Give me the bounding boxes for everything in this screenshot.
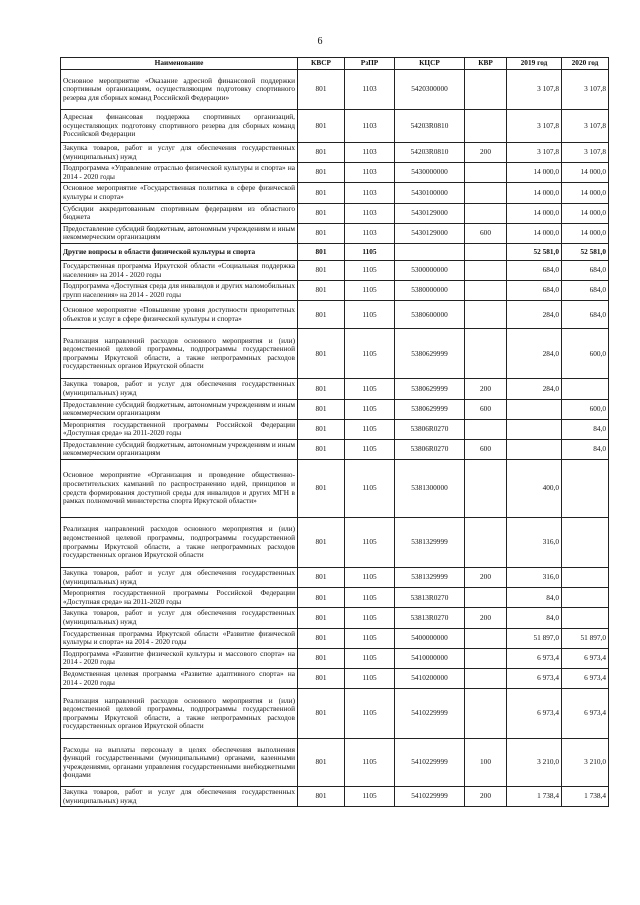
row-kvr-cell: 600 <box>465 399 507 419</box>
column-header-2019: 2019 год <box>507 58 562 70</box>
row-kvr-cell <box>465 203 507 223</box>
row-2019-value: 14 000,0 <box>507 163 562 183</box>
row-2019-value: 3 210,0 <box>507 739 562 787</box>
row-kcsr-cell: 5410000000 <box>395 648 465 668</box>
budget-table <box>60 57 609 807</box>
row-name-cell: Реализация направлений расходов основного мероприятия и (или) ведомственной целевой программы, подпрограммы государственной программы Иркутской области, а также непрограммных расходов государственных органов Иркутской области <box>61 689 298 739</box>
row-kvsr-cell: 801 <box>298 518 345 568</box>
row-rzpr-cell: 1105 <box>345 419 395 439</box>
row-name-cell: Предоставление субсидий бюджетным, автономным учреждениям и иным некоммерческим организациям <box>61 439 298 459</box>
row-2019-value: 284,0 <box>507 329 562 379</box>
row-name-cell: Основное мероприятие «Повышение уровня доступности приоритетных объектов и услуг в сфере физической культуры и спорта» <box>61 301 298 329</box>
row-kvr-cell <box>465 419 507 439</box>
row-rzpr-cell: 1105 <box>345 243 395 260</box>
row-2019-value: 3 107,8 <box>507 110 562 143</box>
row-name-cell: Подпрограмма «Управление отраслью физической культуры и спорта» на 2014 - 2020 годы <box>61 163 298 183</box>
row-2020-value: 14 000,0 <box>562 203 609 223</box>
row-kcsr-cell: 5381329999 <box>395 518 465 568</box>
row-2020-value <box>562 518 609 568</box>
row-kvsr-cell: 801 <box>298 739 345 787</box>
row-2020-value: 6 973,4 <box>562 669 609 689</box>
row-2019-value: 14 000,0 <box>507 203 562 223</box>
row-name-cell: Расходы на выплаты персоналу в целях обеспечения выполнения функций государственными (муниципальными) органами, казенными учреждениями, органами управления государственными внебюджетными фондами <box>61 739 298 787</box>
column-header-2020: 2020 год <box>562 58 609 70</box>
table-row <box>61 110 609 143</box>
row-kvr-cell <box>465 689 507 739</box>
row-rzpr-cell: 1105 <box>345 588 395 608</box>
row-rzpr-cell: 1105 <box>345 439 395 459</box>
row-2019-value: 1 738,4 <box>507 787 562 807</box>
row-2019-value: 84,0 <box>507 588 562 608</box>
row-rzpr-cell: 1105 <box>345 518 395 568</box>
row-2019-value: 6 973,4 <box>507 648 562 668</box>
table-row <box>61 439 609 459</box>
row-name-cell: Предоставление субсидий бюджетным, автономным учреждениям и иным некоммерческим организациям <box>61 223 298 243</box>
row-kvsr-cell: 801 <box>298 223 345 243</box>
row-2020-value: 3 210,0 <box>562 739 609 787</box>
table-row <box>61 183 609 203</box>
row-kcsr-cell: 5410229999 <box>395 787 465 807</box>
row-kvr-cell <box>465 329 507 379</box>
row-name-cell: Основное мероприятие «Организация и проведение общественно-просветительских кампаний по распространению идей, принципов и средств формирования доступной среды для инвалидов и других МГН в рамках полномочий министерства спорта Иркутской области» <box>61 460 298 518</box>
row-kvsr-cell: 801 <box>298 648 345 668</box>
row-kvr-cell <box>465 110 507 143</box>
row-2019-value: 14 000,0 <box>507 183 562 203</box>
row-kvsr-cell: 801 <box>298 628 345 648</box>
page-number: 6 <box>317 36 323 47</box>
row-name-cell: Закупка товаров, работ и услуг для обеспечения государственных (муниципальных) нужд <box>61 608 298 628</box>
row-2019-value <box>507 419 562 439</box>
row-kcsr-cell: 5410229999 <box>395 739 465 787</box>
row-kvr-cell <box>465 183 507 203</box>
row-name-cell: Подпрограмма «Доступная среда для инвалидов и других маломобильных групп населения» на 2014 - 2020 годы <box>61 281 298 301</box>
row-name-cell: Реализация направлений расходов основного мероприятия и (или) ведомственной целевой программы, подпрограммы государственной программы Иркутской области, а также непрограммных расходов государственных органов Иркутской области <box>61 518 298 568</box>
row-kvr-cell <box>465 260 507 280</box>
row-name-cell: Реализация направлений расходов основного мероприятия и (или) ведомственной целевой программы, подпрограммы государственной программы Иркутской области, а также непрограммных расходов государственных органов Иркутской области <box>61 329 298 379</box>
row-name-cell: Закупка товаров, работ и услуг для обеспечения государственных (муниципальных) нужд <box>61 379 298 399</box>
table-row <box>61 689 609 739</box>
row-2020-value: 84,0 <box>562 419 609 439</box>
row-2019-value: 3 107,8 <box>507 70 562 110</box>
row-kcsr-cell: 5410200000 <box>395 669 465 689</box>
row-kcsr-cell: 5300000000 <box>395 260 465 280</box>
row-rzpr-cell: 1103 <box>345 203 395 223</box>
row-kvsr-cell: 801 <box>298 568 345 588</box>
row-kcsr-cell: 53813R0270 <box>395 588 465 608</box>
row-2020-value: 14 000,0 <box>562 163 609 183</box>
row-rzpr-cell: 1105 <box>345 281 395 301</box>
row-kvr-cell <box>465 460 507 518</box>
column-header-kcsr: КЦСР <box>395 58 465 70</box>
row-kcsr-cell: 5381329999 <box>395 568 465 588</box>
row-kvsr-cell: 801 <box>298 689 345 739</box>
row-rzpr-cell: 1105 <box>345 608 395 628</box>
row-2020-value: 1 738,4 <box>562 787 609 807</box>
row-kvsr-cell: 801 <box>298 439 345 459</box>
row-kcsr-cell: 5380629999 <box>395 399 465 419</box>
row-kcsr-cell: 5410229999 <box>395 689 465 739</box>
table-row <box>61 70 609 110</box>
row-kvsr-cell: 801 <box>298 143 345 163</box>
row-kvsr-cell: 801 <box>298 301 345 329</box>
row-name-cell: Предоставление субсидий бюджетным, автономным учреждениям и иным некоммерческим организациям <box>61 399 298 419</box>
row-2019-value <box>507 399 562 419</box>
row-rzpr-cell: 1103 <box>345 110 395 143</box>
table-row <box>61 648 609 668</box>
table-row <box>61 588 609 608</box>
row-2019-value: 316,0 <box>507 518 562 568</box>
table-row <box>61 143 609 163</box>
row-2019-value: 684,0 <box>507 281 562 301</box>
row-kcsr-cell: 5381300000 <box>395 460 465 518</box>
row-kcsr-cell: 53806R0270 <box>395 419 465 439</box>
row-kvsr-cell: 801 <box>298 608 345 628</box>
row-kvsr-cell: 801 <box>298 669 345 689</box>
row-kvr-cell: 600 <box>465 439 507 459</box>
row-kvsr-cell: 801 <box>298 281 345 301</box>
row-rzpr-cell: 1105 <box>345 379 395 399</box>
row-name-cell: Основное мероприятие «Государственная политика в сфере физической культуры и спорта» <box>61 183 298 203</box>
row-rzpr-cell: 1105 <box>345 399 395 419</box>
row-2020-value: 14 000,0 <box>562 183 609 203</box>
row-rzpr-cell: 1105 <box>345 301 395 329</box>
table-row <box>61 163 609 183</box>
row-rzpr-cell: 1105 <box>345 628 395 648</box>
table-header-row <box>61 58 609 70</box>
row-2020-value: 6 973,4 <box>562 689 609 739</box>
row-kvsr-cell: 801 <box>298 260 345 280</box>
row-kvr-cell <box>465 301 507 329</box>
row-kcsr-cell: 5400000000 <box>395 628 465 648</box>
row-kcsr-cell: 54203R0810 <box>395 110 465 143</box>
row-2020-value: 14 000,0 <box>562 223 609 243</box>
table-row <box>61 787 609 807</box>
table-row <box>61 460 609 518</box>
row-name-cell: Государственная программа Иркутской области «Развитие физической культуры и спорта» на 2014 - 2020 годы <box>61 628 298 648</box>
row-2019-value: 284,0 <box>507 379 562 399</box>
row-rzpr-cell: 1105 <box>345 329 395 379</box>
row-kvsr-cell: 801 <box>298 379 345 399</box>
row-2020-value: 3 107,8 <box>562 70 609 110</box>
row-2020-value <box>562 379 609 399</box>
row-rzpr-cell: 1105 <box>345 787 395 807</box>
row-name-cell: Субсидии аккредитованным спортивным федерациям из областного бюджета <box>61 203 298 223</box>
table-row <box>61 669 609 689</box>
row-2019-value: 6 973,4 <box>507 689 562 739</box>
row-2019-value: 84,0 <box>507 608 562 628</box>
row-kcsr-cell: 5430100000 <box>395 183 465 203</box>
row-kvsr-cell: 801 <box>298 110 345 143</box>
row-kcsr-cell: 54203R0810 <box>395 143 465 163</box>
row-2020-value <box>562 608 609 628</box>
table-row <box>61 628 609 648</box>
row-2019-value: 14 000,0 <box>507 223 562 243</box>
row-rzpr-cell: 1105 <box>345 260 395 280</box>
row-2020-value: 6 973,4 <box>562 648 609 668</box>
row-2019-value: 684,0 <box>507 260 562 280</box>
row-2020-value: 3 107,8 <box>562 110 609 143</box>
row-kvsr-cell: 801 <box>298 588 345 608</box>
row-kcsr-cell: 5430000000 <box>395 163 465 183</box>
column-header-kvr: КВР <box>465 58 507 70</box>
table-row <box>61 329 609 379</box>
row-kvsr-cell: 801 <box>298 243 345 260</box>
row-kvr-cell: 200 <box>465 143 507 163</box>
row-kvr-cell <box>465 243 507 260</box>
table-row <box>61 399 609 419</box>
row-kcsr-cell: 5430129000 <box>395 223 465 243</box>
row-name-cell: Закупка товаров, работ и услуг для обеспечения государственных (муниципальных) нужд <box>61 787 298 807</box>
row-2020-value: 684,0 <box>562 301 609 329</box>
row-2020-value: 684,0 <box>562 260 609 280</box>
row-2020-value: 52 581,0 <box>562 243 609 260</box>
row-kvsr-cell: 801 <box>298 203 345 223</box>
row-kcsr-cell: 5380629999 <box>395 379 465 399</box>
row-2020-value <box>562 460 609 518</box>
row-rzpr-cell: 1105 <box>345 648 395 668</box>
row-kcsr-cell: 5420300000 <box>395 70 465 110</box>
row-kvr-cell: 600 <box>465 223 507 243</box>
table-row <box>61 260 609 280</box>
row-rzpr-cell: 1105 <box>345 689 395 739</box>
row-kvr-cell: 200 <box>465 379 507 399</box>
row-kvr-cell <box>465 669 507 689</box>
table-row <box>61 203 609 223</box>
row-kcsr-cell: 53806R0270 <box>395 439 465 459</box>
row-rzpr-cell: 1105 <box>345 739 395 787</box>
row-kvsr-cell: 801 <box>298 163 345 183</box>
column-header-rzpr: РзПР <box>345 58 395 70</box>
column-header-kvsr: КВСР <box>298 58 345 70</box>
column-header-name: Наименование <box>61 58 298 70</box>
row-kvr-cell <box>465 588 507 608</box>
row-2020-value <box>562 568 609 588</box>
row-kcsr-cell: 5380629999 <box>395 329 465 379</box>
row-rzpr-cell: 1103 <box>345 143 395 163</box>
table-row <box>61 739 609 787</box>
row-kvr-cell <box>465 70 507 110</box>
row-2020-value: 3 107,8 <box>562 143 609 163</box>
row-kcsr-cell: 5380600000 <box>395 301 465 329</box>
table-row <box>61 281 609 301</box>
row-rzpr-cell: 1103 <box>345 223 395 243</box>
row-kvr-cell <box>465 628 507 648</box>
row-kvr-cell <box>465 518 507 568</box>
row-name-cell: Основное мероприятие «Оказание адресной финансовой поддержки спортивным организациям, осуществляющим подготовку спортивного резерва для сборных команд Российской Федерации» <box>61 70 298 110</box>
row-2020-value: 600,0 <box>562 399 609 419</box>
row-2019-value: 400,0 <box>507 460 562 518</box>
row-name-cell: Государственная программа Иркутской области «Социальная поддержка населения» на 2014 - 2020 годы <box>61 260 298 280</box>
row-2019-value: 284,0 <box>507 301 562 329</box>
row-2020-value: 51 897,0 <box>562 628 609 648</box>
row-2020-value <box>562 588 609 608</box>
row-kvr-cell: 200 <box>465 608 507 628</box>
row-name-cell: Мероприятия государственной программы Российской Федерации «Доступная среда» на 2011-2020 годы <box>61 588 298 608</box>
row-name-cell: Подпрограмма «Развитие физической культуры и массового спорта» на 2014 - 2020 годы <box>61 648 298 668</box>
row-name-cell: Закупка товаров, работ и услуг для обеспечения государственных (муниципальных) нужд <box>61 568 298 588</box>
row-kvsr-cell: 801 <box>298 787 345 807</box>
row-name-cell: Закупка товаров, работ и услуг для обеспечения государственных (муниципальных) нужд <box>61 143 298 163</box>
row-name-cell: Ведомственная целевая программа «Развитие адаптивного спорта» на 2014 - 2020 годы <box>61 669 298 689</box>
row-kcsr-cell: 5430129000 <box>395 203 465 223</box>
row-kvsr-cell: 801 <box>298 70 345 110</box>
row-kcsr-cell: 5380000000 <box>395 281 465 301</box>
table-row <box>61 301 609 329</box>
row-2019-value <box>507 439 562 459</box>
row-2020-value: 684,0 <box>562 281 609 301</box>
table-row <box>61 608 609 628</box>
row-name-cell: Мероприятия государственной программы Российской Федерации «Доступная среда» на 2011-2020 годы <box>61 419 298 439</box>
row-2019-value: 52 581,0 <box>507 243 562 260</box>
row-kcsr-cell <box>395 243 465 260</box>
row-kvr-cell <box>465 648 507 668</box>
row-rzpr-cell: 1103 <box>345 163 395 183</box>
row-kvr-cell: 100 <box>465 739 507 787</box>
table-row <box>61 518 609 568</box>
table-row <box>61 379 609 399</box>
row-2020-value: 84,0 <box>562 439 609 459</box>
row-rzpr-cell: 1103 <box>345 183 395 203</box>
row-kvsr-cell: 801 <box>298 460 345 518</box>
row-kvr-cell: 200 <box>465 568 507 588</box>
row-rzpr-cell: 1103 <box>345 70 395 110</box>
row-rzpr-cell: 1105 <box>345 669 395 689</box>
table-row <box>61 419 609 439</box>
row-kcsr-cell: 53813R0270 <box>395 608 465 628</box>
row-kvsr-cell: 801 <box>298 183 345 203</box>
row-name-cell: Адресная финансовая поддержка спортивных организаций, осуществляющих подготовку спортивного резерва для сборных команд Российской Федерации <box>61 110 298 143</box>
row-name-cell: Другие вопросы в области физической культуры и спорта <box>61 243 298 260</box>
row-kvsr-cell: 801 <box>298 399 345 419</box>
table-row <box>61 223 609 243</box>
row-2019-value: 51 897,0 <box>507 628 562 648</box>
row-rzpr-cell: 1105 <box>345 568 395 588</box>
table-row <box>61 243 609 260</box>
row-rzpr-cell: 1105 <box>345 460 395 518</box>
table-row <box>61 568 609 588</box>
row-2019-value: 316,0 <box>507 568 562 588</box>
row-kvsr-cell: 801 <box>298 329 345 379</box>
row-2020-value: 600,0 <box>562 329 609 379</box>
row-2019-value: 3 107,8 <box>507 143 562 163</box>
row-kvsr-cell: 801 <box>298 419 345 439</box>
row-kvr-cell <box>465 163 507 183</box>
row-kvr-cell: 200 <box>465 787 507 807</box>
row-2019-value: 6 973,4 <box>507 669 562 689</box>
row-kvr-cell <box>465 281 507 301</box>
